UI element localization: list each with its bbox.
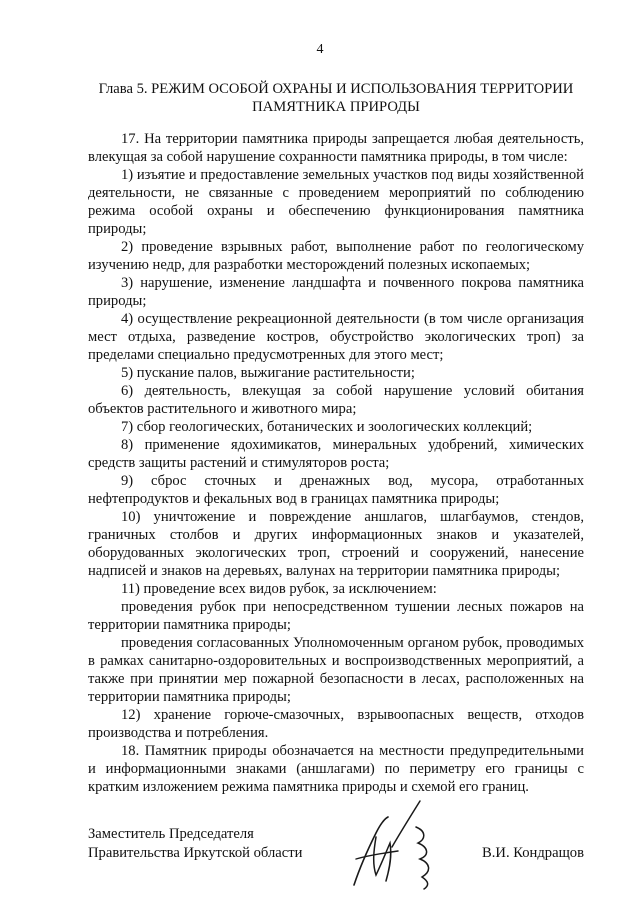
paragraph: 18. Памятник природы обозначается на местности предупредительными и информационными знаками (аншлагами) по периметру его границы с кратким изложением режима памятника природы и схемой его границ. — [88, 743, 584, 795]
paragraph: 3) нарушение, изменение ландшафта и почвенного покрова памятника природы; — [88, 275, 584, 309]
signer-title — [88, 825, 302, 863]
signer-title-line: Правительства Иркутской области — [88, 845, 303, 861]
paragraph: 5) пускание палов, выжигание растительности; — [121, 365, 415, 381]
paragraph: 10) уничтожение и повреждение аншлагов, шлагбаумов, стендов, граничных столбов и других информационных знаков и указателей, оборудованных экологических троп, строений и сооружений, нанесение надписей и знаков на деревьях, валунах на территории памятника природы; — [88, 509, 584, 579]
paragraph: 9) сброс сточных и дренажных вод, мусора, отработанных нефтепродуктов и фекальных вод в границах памятника природы; — [88, 473, 584, 507]
paragraph: 11) проведение всех видов рубок, за исключением: — [121, 581, 437, 597]
signer-title-line: Заместитель Председателя — [88, 826, 254, 842]
paragraph: 8) применение ядохимикатов, минеральных удобрений, химических средств защиты растений и стимуляторов роста; — [88, 437, 584, 471]
page-number: 4 — [316, 42, 324, 57]
paragraph: 6) деятельность, влекущая за собой нарушение условий обитания объектов растительного и животного мира; — [88, 383, 584, 417]
paragraph: 4) осуществление рекреационной деятельности (в том числе организация мест отдыха, разведение костров, обустройство экологических троп) за пределами специально предусмотренных для этого мест; — [88, 311, 584, 363]
paragraph: 7) сбор геологических, ботанических и зоологических коллекций; — [121, 419, 533, 435]
handwritten-signature — [346, 797, 446, 893]
chapter-title: Глава 5. РЕЖИМ ОСОБОЙ ОХРАНЫ И ИСПОЛЬЗОВАНИЯ ТЕРРИТОРИИ ПАМЯТНИКА ПРИРОДЫ — [98, 81, 574, 115]
paragraph: проведения рубок при непосредственном тушении лесных пожаров на территории памятника природы; — [88, 599, 584, 633]
paragraph: 12) хранение горюче-смазочных, взрывоопасных веществ, отходов производства и потребления. — [88, 707, 584, 741]
paragraph: 2) проведение взрывных работ, выполнение работ по геологическому изучению недр, для разработки месторождений полезных ископаемых; — [88, 239, 584, 273]
body-text — [88, 130, 584, 796]
signature-block — [88, 825, 584, 895]
paragraph: 17. На территории памятника природы запрещается любая деятельность, влекущая за собой нарушение сохранности памятника природы, в том числе: — [88, 131, 584, 165]
signer-name: В.И. Кондращов — [482, 845, 584, 861]
paragraph: проведения согласованных Уполномоченным органом рубок, проводимых в рамках санитарно-оздоровительных и воспроизводственных мероприятий, а также при принятии мер пожарной безопасности в лесах, расположенных на территории памятника природы; — [88, 635, 584, 705]
paragraph: 1) изъятие и предоставление земельных участков под виды хозяйственной деятельности, не связанные с проведением мероприятий по соблюдению режима особой охраны и обеспечению функционирования памятника природы; — [88, 167, 584, 237]
